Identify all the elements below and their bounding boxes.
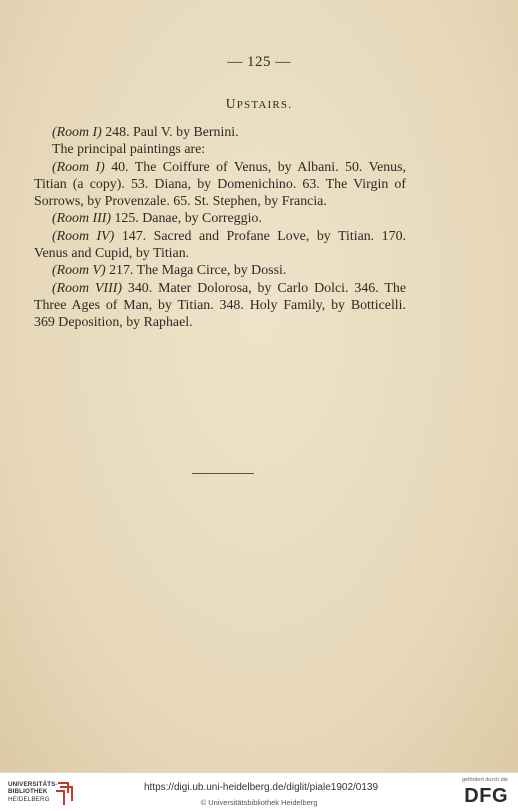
paragraph-text: 147. Sacred and Profane Love, by Titian. 170. Venus and Cupid, by Titian. bbox=[34, 228, 406, 262]
paragraph bbox=[34, 280, 406, 332]
paragraph-text: 125. Danae, by Correggio. bbox=[111, 211, 262, 227]
paragraph bbox=[34, 159, 406, 211]
funding-text: gefördert durch die bbox=[461, 777, 508, 783]
paragraph-text: 248. Paul V. by Bernini. bbox=[101, 125, 239, 140]
section-heading bbox=[0, 96, 518, 112]
room-label: (Room VIII) bbox=[52, 280, 122, 296]
paragraph bbox=[34, 228, 406, 263]
page-number: — 125 — bbox=[227, 54, 291, 70]
permalink-url[interactable]: https://digi.ub.uni-heidelberg.de/diglit/piale1902/0139 bbox=[143, 782, 379, 793]
logo-line: HEIDELBERG bbox=[8, 795, 50, 803]
copyright-text: © Universitätsbibliothek Heidelberg bbox=[200, 798, 318, 807]
heading-smallcaps: PSTAIRS. bbox=[236, 99, 293, 111]
paragraph bbox=[34, 262, 406, 279]
logo-line: UNIVERSITÄTS- bbox=[8, 781, 58, 788]
room-label: (Room IV) bbox=[52, 228, 115, 244]
paragraph-text: 40. The Coiffure of Venus, by Albani. 50. Venus, Titian (a copy). 53. Diana, by Domenichino. 63. The Virgin of Sorrows, by Provenzale. 65. St. Stephen, by Francia. bbox=[34, 159, 407, 210]
dfg-logo[interactable]: DFG bbox=[464, 785, 508, 807]
room-label: (Room I) bbox=[52, 159, 105, 175]
viewer-footer bbox=[0, 772, 518, 811]
paragraph bbox=[34, 210, 406, 227]
paragraph bbox=[34, 124, 406, 141]
body-text bbox=[34, 124, 406, 332]
paragraph-text: 217. The Maga Circe, by Dossi. bbox=[105, 263, 287, 279]
room-label: (Room V) bbox=[52, 263, 106, 279]
logo-line: BIBLIOTHEK bbox=[8, 788, 48, 796]
paragraph-text: The principal paintings are: bbox=[52, 142, 206, 158]
section-divider bbox=[192, 473, 254, 474]
paragraph bbox=[34, 141, 406, 158]
room-label: (Room III) bbox=[52, 211, 112, 227]
room-label: (Room I) bbox=[52, 125, 102, 140]
heading-initial: U bbox=[225, 96, 237, 111]
paragraph-text: 340. Mater Dolorosa, by Carlo Dolci. 346. The Three Ages of Man, by Titian. 348. Holy Family, by Botticelli. 369 Deposition, by Raphael. bbox=[34, 280, 406, 331]
